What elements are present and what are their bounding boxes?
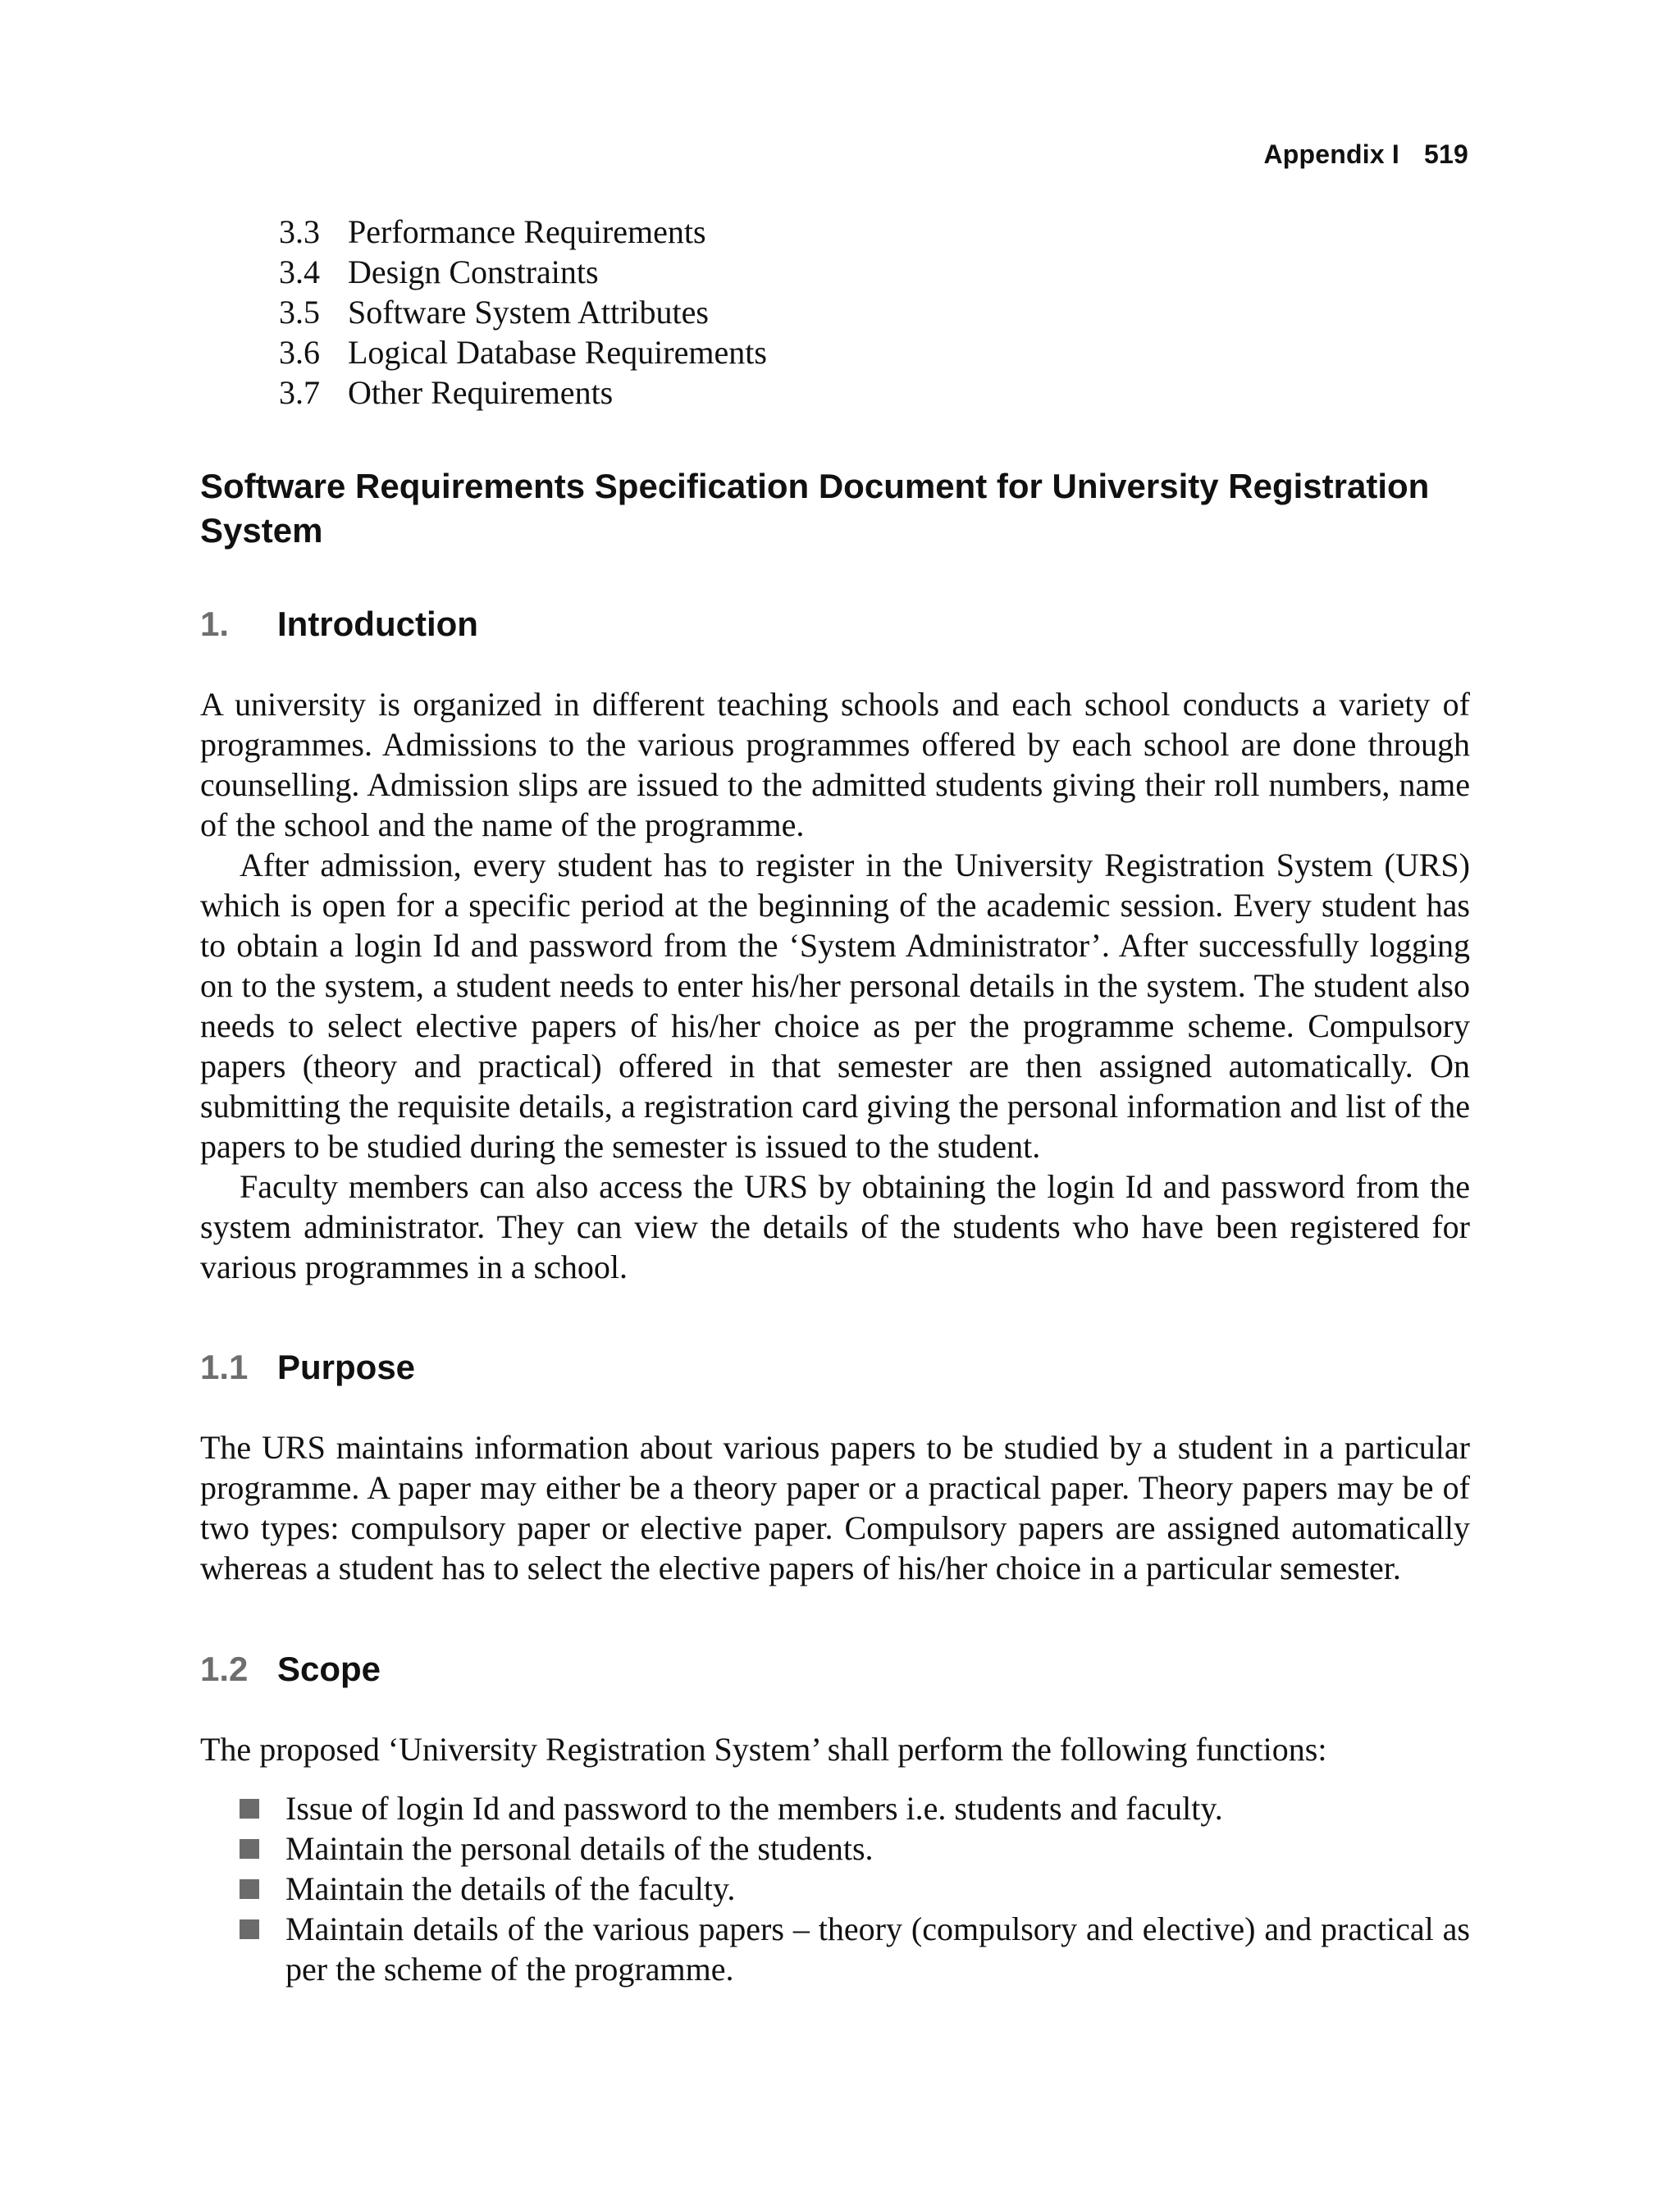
introduction-body: [200, 684, 1470, 1287]
square-bullet-icon: [240, 1839, 259, 1859]
square-bullet-icon: [240, 1919, 259, 1939]
section-title: Introduction: [277, 605, 478, 643]
running-header: [1263, 139, 1468, 170]
paragraph: The URS maintains information about various papers to be studied by a student in a particular programme. A paper may either be a theory paper or a practical paper. Theory papers may be of two types: compulsory paper or elective paper. Compulsory papers are assigned automatically whereas a student has to select the elective papers of his/her choice in a particular semester.: [200, 1429, 1470, 1586]
toc-list: [279, 212, 767, 413]
scope-lead: [200, 1729, 1470, 1769]
paragraph: A university is organized in different teaching schools and each school conducts a variety of programmes. Admissions to the various programmes offered by each school are done through counselling. Admission slips are issued to the admitted students giving their roll numbers, name of the school and the name of the programme.: [200, 686, 1470, 843]
toc-item-number: 3.3: [279, 213, 320, 250]
page-number: 519: [1424, 139, 1468, 169]
toc-item-number: 3.5: [279, 294, 320, 331]
document-title: Software Requirements Specification Document for University Registration System: [200, 467, 1430, 550]
purpose-body: [200, 1427, 1470, 1588]
list-item-text: Maintain the details of the faculty.: [285, 1870, 736, 1907]
paragraph: Faculty members can also access the URS by obtaining the login Id and password from the system administrator. They can view the details of the students who have been registered for various programmes in a school.: [200, 1168, 1470, 1285]
list-item: [238, 1909, 1470, 1989]
section-number: 1.2: [200, 1650, 249, 1688]
section-heading-purpose: [200, 1347, 1470, 1388]
scope-bullet-list: [238, 1788, 1470, 1989]
square-bullet-icon: [240, 1799, 259, 1819]
toc-item-label: Other Requirements: [348, 374, 614, 411]
toc-item: [279, 252, 767, 292]
toc-item: [279, 372, 767, 413]
toc-item-label: Design Constraints: [348, 253, 599, 290]
running-title: Appendix I: [1263, 139, 1399, 169]
toc-item-label: Performance Requirements: [348, 213, 706, 250]
list-item-text: Issue of login Id and password to the members i.e. students and faculty.: [285, 1790, 1223, 1827]
paragraph: After admission, every student has to register in the University Registration System (URS) which is open for a specific period at the beginning of the academic session. Every student has to obtain a login Id and password from the ‘System Administrator’. After successfully logging on to the system, a student needs to enter his/her personal details in the system. The student also needs to select elective papers of his/her choice as per the programme scheme. Compulsory papers (theory and practical) offered in that semester are then assigned automatically. On submitting the requisite details, a registration card giving the personal information and list of the papers to be studied during the semester is issued to the student.: [200, 847, 1470, 1165]
toc-item-number: 3.6: [279, 334, 320, 371]
toc-item-number: 3.7: [279, 374, 320, 411]
toc-item-number: 3.4: [279, 253, 320, 290]
section-number: 1.1: [200, 1348, 249, 1386]
paragraph: The proposed ‘University Registration System’ shall perform the following functions:: [200, 1731, 1327, 1768]
list-item: [238, 1869, 1470, 1909]
section-title: Purpose: [277, 1348, 416, 1386]
section-heading-introduction: [200, 604, 1470, 645]
list-item-text: Maintain the personal details of the students.: [285, 1830, 874, 1867]
list-item-text: Maintain details of the various papers – theory (compulsory and elective) and practical as per the scheme of the programme.: [285, 1910, 1470, 1988]
toc-item: [279, 292, 767, 332]
list-item: [238, 1788, 1470, 1828]
section-number: 1.: [200, 605, 230, 643]
toc-item-label: Logical Database Requirements: [348, 334, 767, 371]
section-heading-scope: [200, 1649, 1470, 1690]
toc-item-label: Software System Attributes: [348, 294, 709, 331]
toc-item: [279, 332, 767, 372]
square-bullet-icon: [240, 1879, 259, 1899]
list-item: [238, 1828, 1470, 1869]
section-title: Scope: [277, 1650, 381, 1688]
toc-item: [279, 212, 767, 252]
